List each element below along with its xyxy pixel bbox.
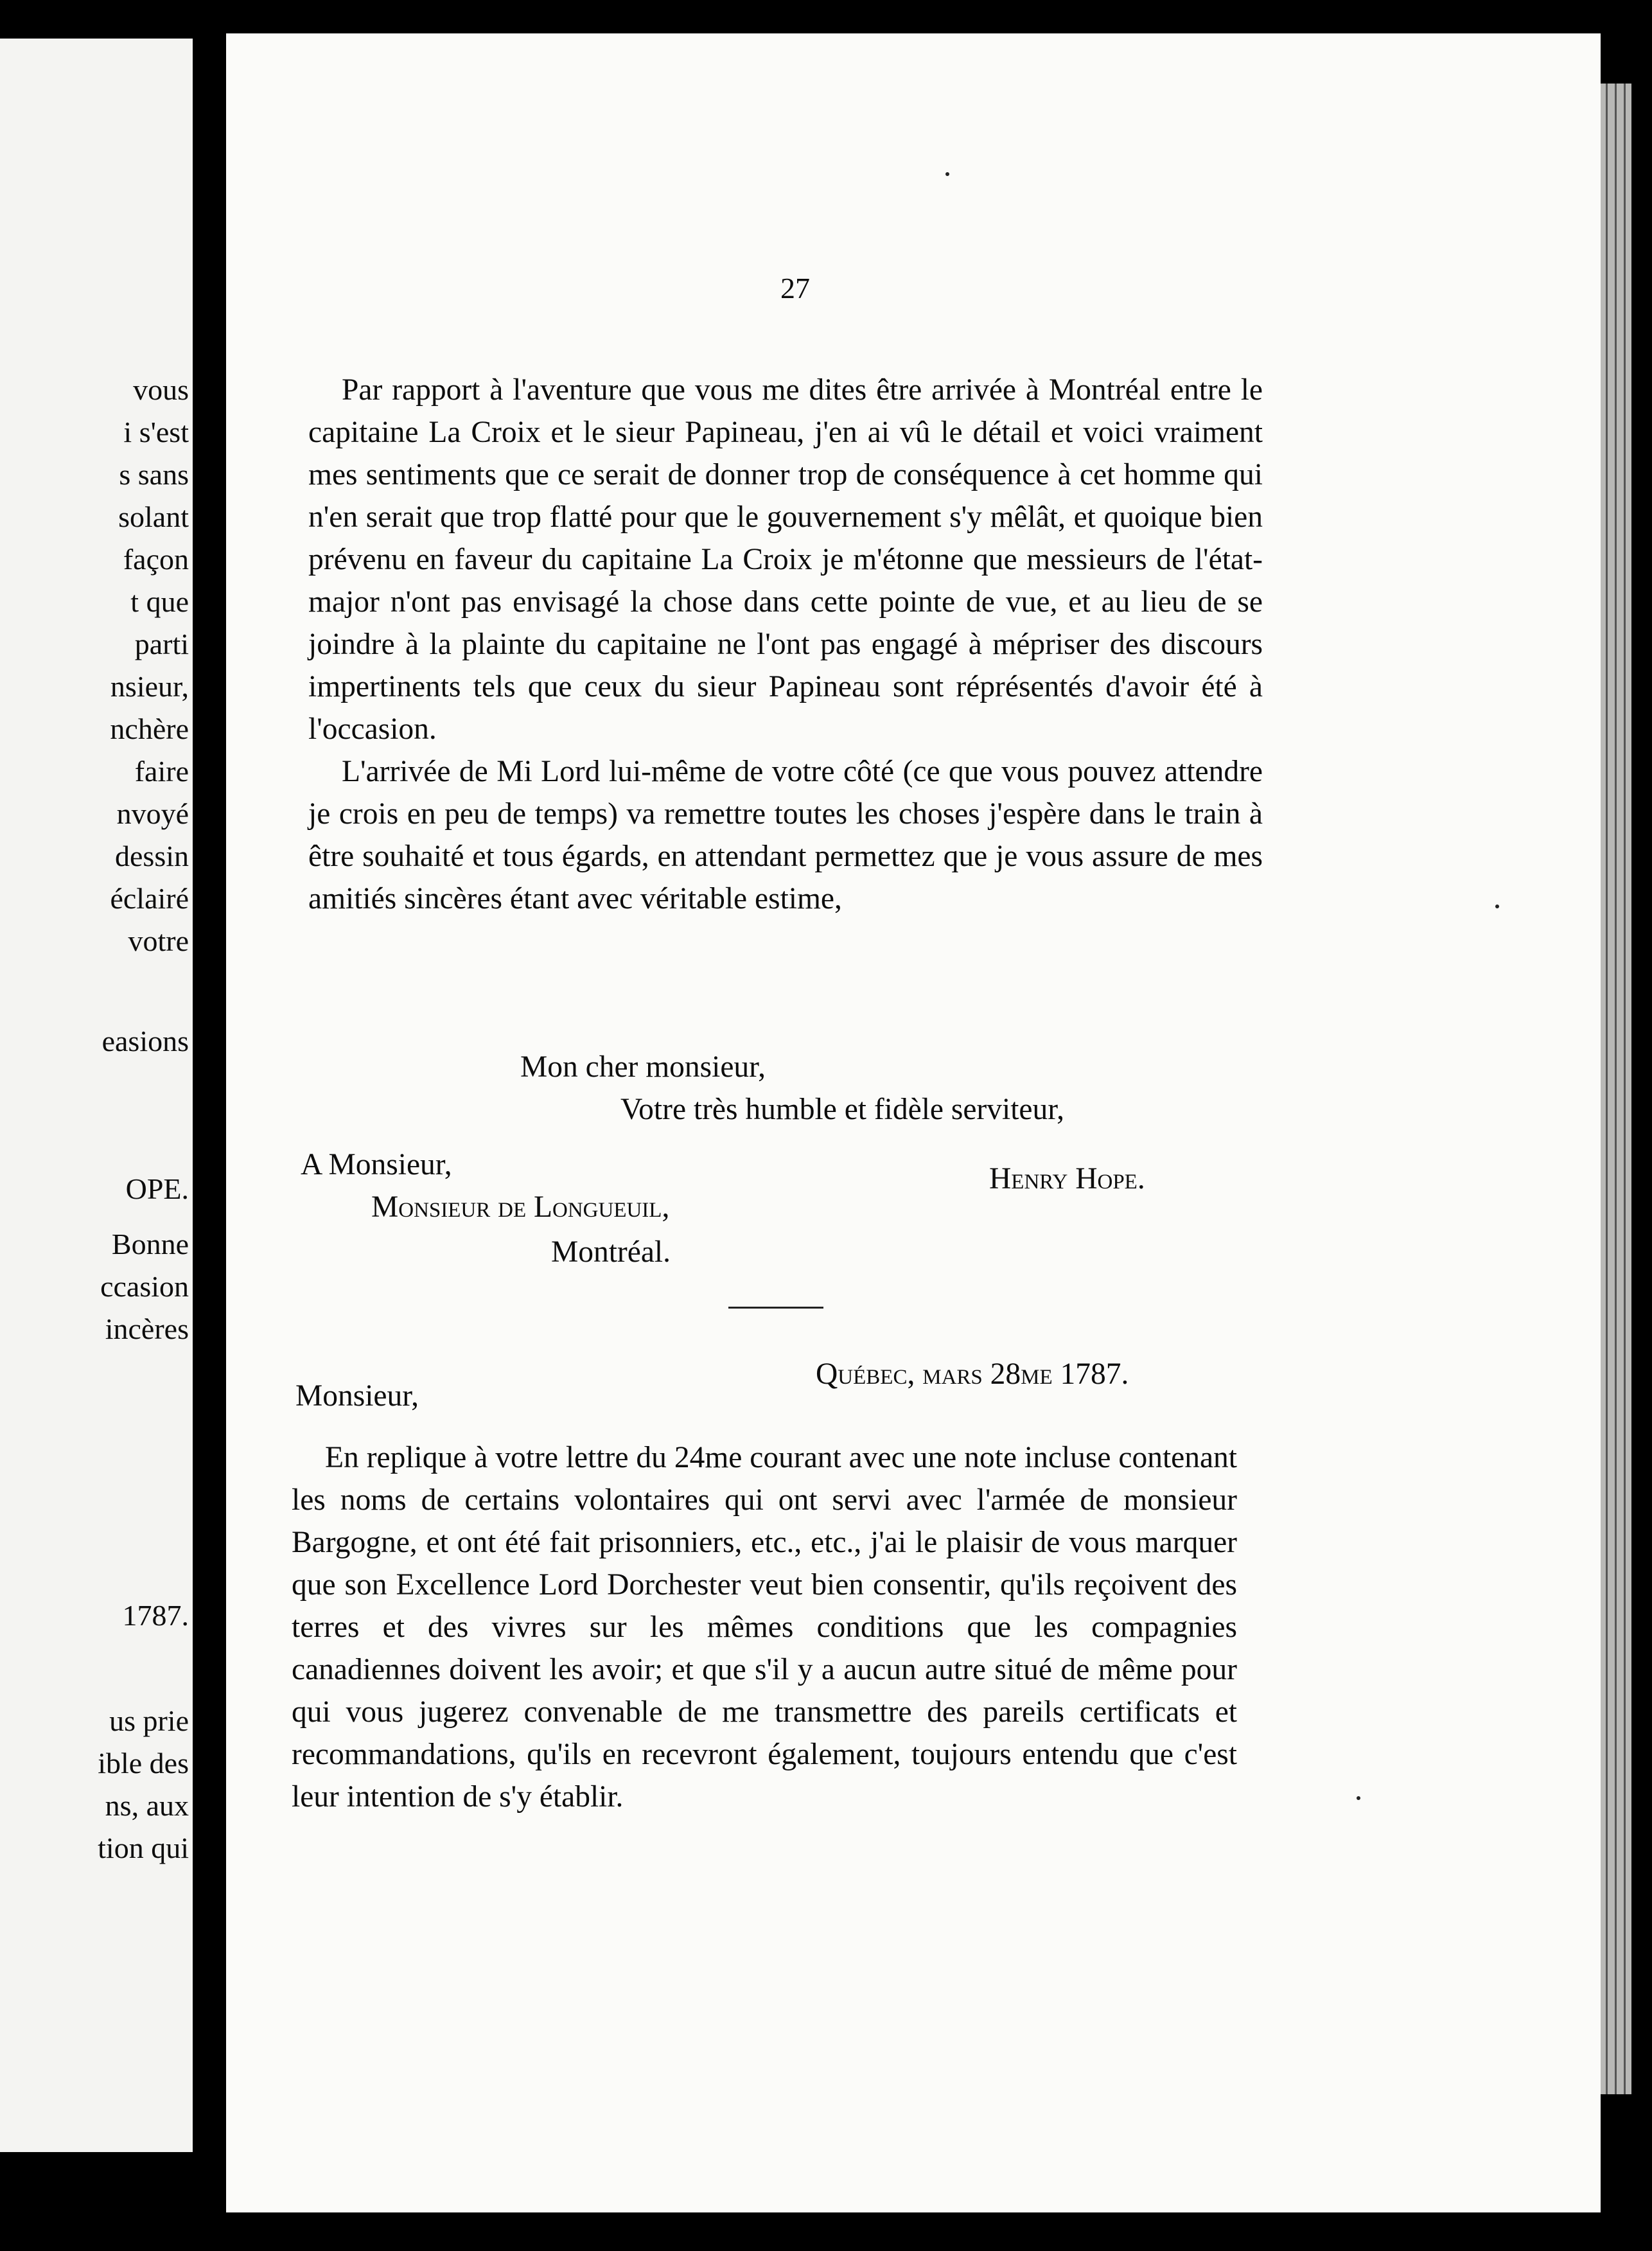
paragraph: L'arrivée de Mi Lord lui-même de votre côté (ce que vous pouvez attendre je crois en peu de temps) va remettre toutes les choses j'espère dans le train à être souhaité et tous égards, en attendant permettez que je vous assure de mes amitiés sincères étant avec véritable estime, [308,755,1263,915]
fragment-line: dessin [115,840,189,872]
fragment-line: nsieur, [110,670,189,703]
paragraph: En replique à votre lettre du 24me courant avec une note incluse contenant les noms de certains volontaires qui ont servi avec l'armée de monsieur Bargogne, et ont été fait prisonniers, etc., etc., j'ai le plaisir de vous marquer que son Excellence Lord Dorchester veut bien consentir, qu'ils reçoivent des terres et des vivres sur les mêmes conditions que les compagnies canadiennes doivent les avoir; et que s'il y a aucun autre situé de même pour qui vous jugerez convenable de me transmettre des pareils certificats et recommandations, qu'ils en recevront également, toujours entendu que c'est leur intention de s'y établir. [292,1441,1237,1814]
dateline: Québec, mars 28me 1787. [816,1357,1129,1391]
fragment-line: OPE. [125,1172,189,1205]
fragment-line: i s'est [123,416,189,448]
address-line: Monsieur de Longueuil, [371,1190,670,1224]
fragment-line: parti [134,628,189,660]
page-number: 27 [780,272,810,305]
speck [945,172,949,176]
fragment-line: ccasion [100,1270,189,1303]
fragment-line: ible des [98,1747,189,1779]
page-edge [1601,84,1631,2094]
speck [1357,1796,1360,1800]
paragraph: Par rapport à l'aventure que vous me dites être arrivée à Montréal entre le capitaine La Croix et le sieur Papineau, j'en ai vû le détail et voici vraiment mes sentiments que ce serait de donner trop de conséquence à cet homme qui n'en serait que trop flatté pour que le gouvernement s'y mêlât, et quoique bien prévenu en faveur du capitaine La Croix je m'étonne que messieurs de l'état-major n'ont pas envisagé la chose dans cette pointe de vue, et au lieu de se joindre à la plainte du capitaine ne l'ont pas engagé à mépriser des discours impertinents tels que ceux du sieur Papineau sont réprésentés d'avoir été à l'occasion. [308,373,1263,746]
fragment-line: faire [134,755,189,788]
previous-page-fragment [0,39,193,2152]
fragment-line: nchère [110,712,189,745]
address-line: Montréal. [551,1235,671,1269]
fragment-line: us prie [109,1704,189,1737]
fragment-line: incères [105,1312,189,1345]
fragment-line: éclairé [110,882,189,915]
section-divider [728,1307,823,1309]
fragment-line: façon [123,543,189,576]
fragment-line: nvoyé [116,797,189,830]
fragment-line: solant [118,500,189,533]
signature: Henry Hope. [989,1162,1145,1196]
letter-2-body [292,1436,1237,1818]
fragment-line: Bonne [111,1228,189,1260]
fragment-line: t que [130,585,189,618]
closing: Votre très humble et fidèle serviteur, [620,1093,1065,1126]
fragment-line: votre [128,924,189,957]
fragment-line: s sans [119,458,189,491]
greeting: Monsieur, [295,1379,419,1413]
speck [1495,905,1499,908]
fragment-line: vous [133,373,189,406]
fragment-line: tion qui [98,1832,189,1864]
fragment-line: easions [101,1025,189,1057]
fragment-line: 1787. [122,1599,189,1632]
letter-1-body [308,369,1263,920]
salutation: Mon cher monsieur, [520,1050,766,1084]
address-line: A Monsieur, [301,1148,452,1181]
fragment-line: ns, aux [105,1789,189,1822]
